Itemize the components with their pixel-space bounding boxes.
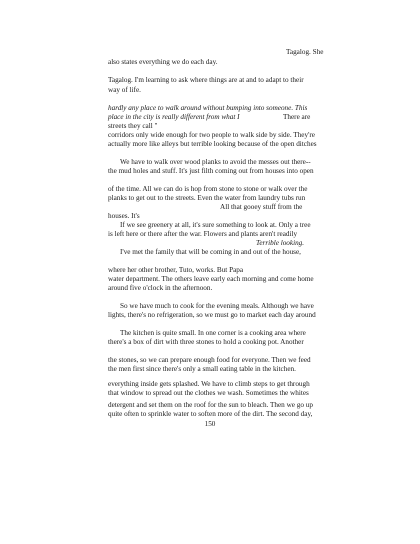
text-line: streets they call " [108, 122, 158, 130]
text-line: that window to spread out the clothes we wash. Sometimes the whites [108, 389, 309, 397]
text-line: the mud holes and stuff. It's just filth coming out from houses into open [108, 167, 314, 175]
text-line: hardly any place to walk around without bumping into someone. This [108, 104, 308, 112]
text-line: quite often to sprinkle water to soften more of the dirt. The second day, [108, 410, 313, 418]
text-line: If we see greenery at all, it's sure something to look at. Only a tree [120, 221, 311, 229]
text-line: houses. It's [108, 212, 140, 220]
text-line: of the time. All we can do is hop from stone to stone or walk over the [108, 185, 308, 193]
text-line: lights, there's no refrigeration, so we must go to market each day around [108, 311, 316, 319]
text-line: place in the city is really different from what I [108, 113, 240, 121]
text-line: is left here or there after the war. Flowers and plants aren't readily [108, 230, 298, 238]
text-line: corridors only wide enough for two people to walk side by side. They're [108, 131, 315, 139]
text-line: also states everything we do each day. [108, 58, 218, 66]
text-line: where her other brother, Tuto, works. But Papa [108, 266, 244, 274]
text-line: water department. The others leave early each morning and come home [108, 275, 314, 283]
text-line: Tagalog. I'm learning to ask where things are at and to adapt to their [108, 76, 304, 84]
text-line: detergent and set them on the roof for the sun to bleach. Then we go up [108, 401, 313, 409]
text-line: We have to walk over wood planks to avoid the messes out there-- [120, 158, 311, 166]
text-line: I've met the family that will be coming in and out of the house, [120, 248, 301, 256]
text-line: Terrible looking. [256, 239, 305, 247]
text-line: The kitchen is quite small. In one corner is a cooking area where [120, 329, 306, 337]
text-line: the men first since there's only a small eating table in the kitchen. [108, 365, 296, 373]
text-line: There are [283, 113, 311, 121]
text-line: everything inside gets splashed. We have to climb steps to get through [108, 380, 310, 388]
text-line: actually more like alleys but terrible looking because of the open ditches [108, 140, 317, 148]
text-line: way of life. [108, 86, 141, 94]
text-line: All that gooey stuff from the [220, 203, 303, 211]
text-line: So we have much to cook for the evening meals. Although we have [120, 302, 314, 310]
text-line: Tagalog. She [286, 48, 324, 56]
text-line: the stones, so we can prepare enough food for everyone. Then we feed [108, 356, 311, 364]
page-number: 150 [204, 420, 216, 428]
text-line: around five o'clock in the afternoon. [108, 284, 213, 292]
text-line: there's a box of dirt with three stones to hold a cooking pot. Another [108, 338, 304, 346]
text-line: planks to get out to the streets. Even the water from laundry tubs run [108, 194, 306, 202]
